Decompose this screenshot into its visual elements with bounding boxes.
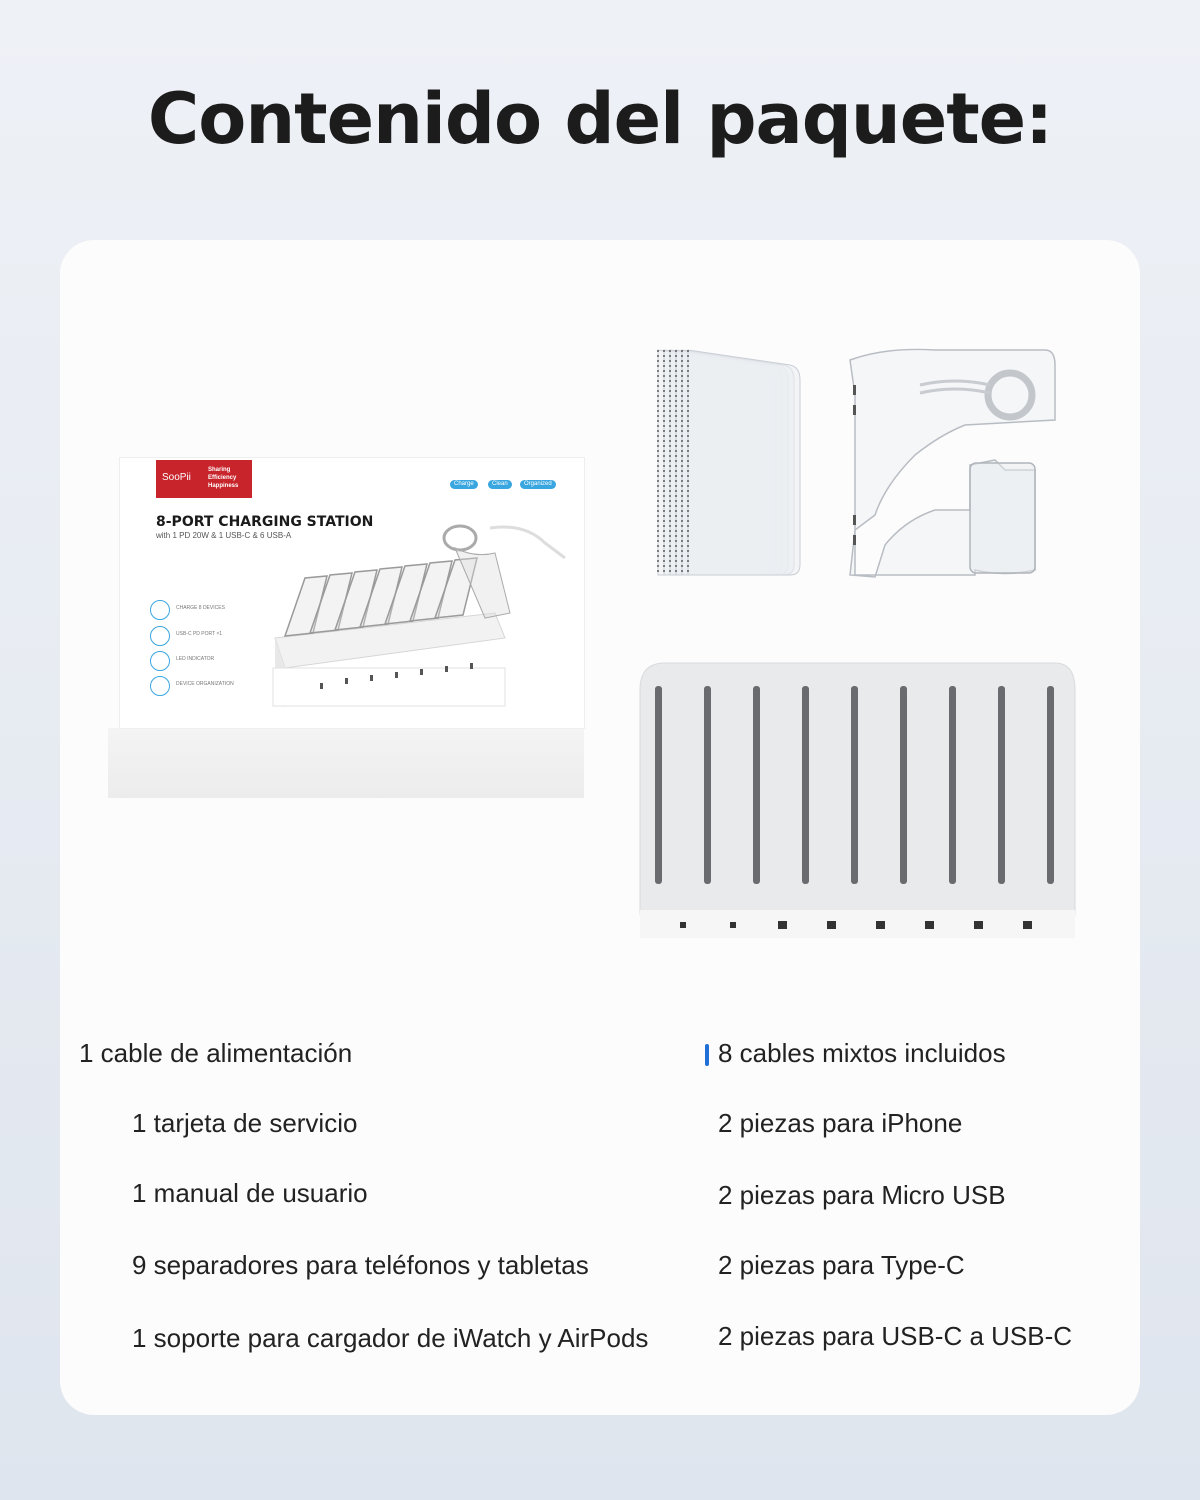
list-item: 2 piezas para Type-C [718, 1250, 965, 1280]
feature-icon [150, 651, 170, 671]
box-top [120, 458, 584, 728]
watch-holder-image [845, 345, 1065, 580]
feature-row: USB-C PD PORT ×1 [150, 626, 270, 646]
charging-station-image [635, 660, 1095, 945]
brand-tagline: Sharing Efficiency Happiness [208, 467, 239, 489]
list-item: 2 piezas para Micro USB [718, 1180, 1006, 1210]
feature-icon [150, 676, 170, 696]
page-title: Contenido del paquete: [147, 78, 1053, 160]
pill-charge: Charge [450, 480, 478, 489]
brand-name: SooPii [162, 472, 191, 483]
list-item: 1 soporte para cargador de iWatch y AirPods [132, 1323, 649, 1353]
feature-icon [150, 600, 170, 620]
feature-icon [150, 626, 170, 646]
feature-row: LED INDICATOR [150, 651, 270, 671]
feature-row: CHARGE 8 DEVICES [150, 600, 270, 620]
list-item: 1 tarjeta de servicio [132, 1108, 358, 1138]
list-item: 1 manual de usuario [132, 1178, 368, 1208]
pill-clean: Clean [488, 480, 512, 489]
pill-organized: Organized [520, 480, 556, 489]
brand-logo [156, 460, 252, 498]
box-product-title: 8-PORT CHARGING STATION [156, 514, 374, 530]
box-station-illustration [265, 518, 585, 708]
box-product-subtitle: with 1 PD 20W & 1 USB-C & 6 USB-A [156, 531, 292, 540]
list-item: 2 piezas para USB-C a USB-C [718, 1321, 1073, 1351]
list-item: 9 separadores para teléfonos y tabletas [132, 1250, 589, 1280]
box-side [108, 728, 584, 798]
product-box-image [108, 458, 584, 798]
list-item: 2 piezas para iPhone [718, 1108, 963, 1138]
separators-image [650, 345, 810, 580]
feature-row: DEVICE ORGANIZATION [150, 676, 270, 696]
list-item: 8 cables mixtos incluidos [718, 1038, 1006, 1068]
text-cursor [705, 1044, 709, 1066]
list-item: 1 cable de alimentación [79, 1038, 353, 1068]
